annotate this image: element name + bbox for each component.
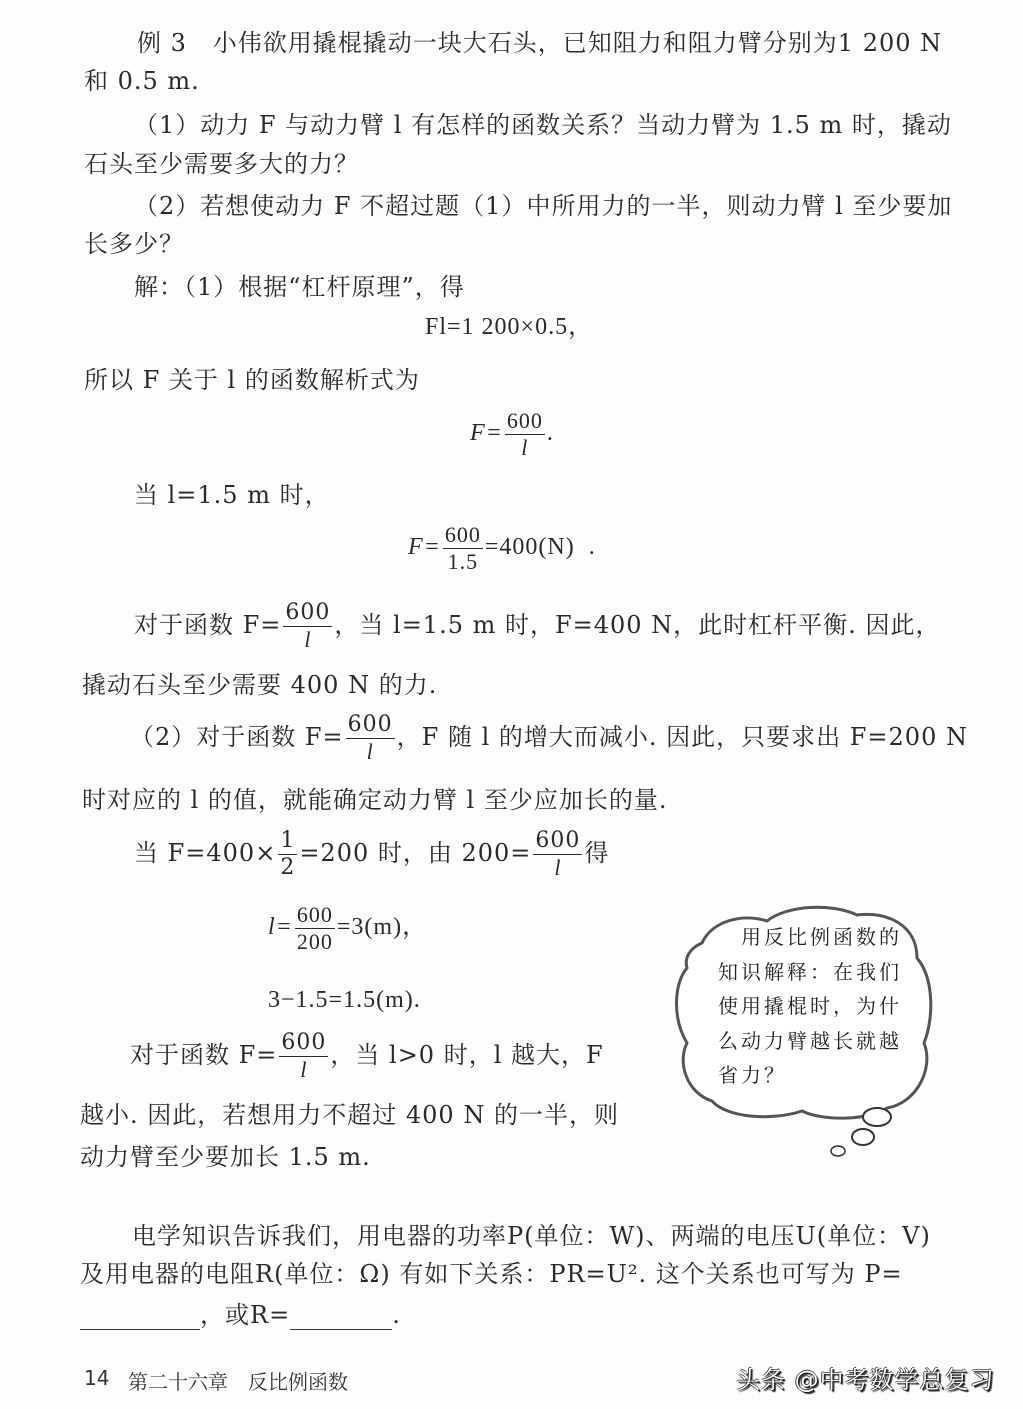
example-stem: 小伟欲用撬棍撬动一块大石头，已知阻力和阻力臂分别为1 200 N <box>212 29 943 57</box>
exercise-line-1: 电学知识告诉我们，用电器的功率P(单位：W)、两端的电压U(单位：V) <box>132 1222 931 1250</box>
question-2-line-1: （2）若想使动力 F 不超过题（1）中所用力的一半，则动力臂 l 至少要加 <box>134 192 953 220</box>
thought-bubble-tail-icon <box>825 1105 895 1160</box>
exercise-line-2: 及用电器的电阻R(单位：Ω) 有如下关系：PR=U². 这个关系也可写为 P= <box>80 1260 903 1288</box>
solution-2-line-2: 时对应的 l 的值，就能确定动力臂 l 至少应加长的量. <box>82 786 668 814</box>
page-number: 14 <box>84 1366 110 1390</box>
equation-5: 3−1.5=1.5(m). <box>268 987 421 1013</box>
solution-2-conclusion-line-3: 动力臂至少要加长 1.5 m. <box>80 1143 371 1171</box>
chapter-title: 第二十六章 反比例函数 <box>128 1370 348 1394</box>
answer-blank-p[interactable] <box>80 1305 200 1330</box>
solution-1-conclusion-line-2: 撬动石头至少需要 400 N 的力. <box>82 671 438 699</box>
solution-2-conclusion-line-2: 越小. 因此，若想用力不超过 400 N 的一半，则 <box>80 1101 619 1129</box>
equation-4: l= $\frac{600}{200}$ =3(m)， <box>268 902 428 954</box>
answer-blank-r[interactable] <box>290 1305 392 1330</box>
equation-3: F= $\frac{600}{1.5}$ =400(N) . <box>408 522 596 574</box>
example-label: 例 3 <box>137 29 187 57</box>
watermark: 头条 @中考数学总复习 <box>736 1366 995 1394</box>
when-l-line: 当 l=1.5 m 时， <box>134 481 330 509</box>
solution-2-line-1: （2）对于函数 F= $\frac{600}{l}$ ，F 随 l 的增大而减小. 因此，只要求出 F=200 N <box>130 712 968 764</box>
fraction: $\frac{600}{l}$ <box>506 408 543 460</box>
question-1-line-2: 石头至少需要多大的力？ <box>84 150 359 178</box>
equation-2: F= $\frac{600}{l}$ . <box>470 408 554 460</box>
exercise-line-3: ，或R= . <box>80 1300 401 1330</box>
equation-1: Fl=1 200×0.5， <box>425 314 594 340</box>
thought-bubble-text: 用反比例函数的知识解释：在我们使用撬棍时，为什么动力臂越长就越省力？ <box>718 925 902 1087</box>
example-line-1 <box>137 28 942 58</box>
solution-intro: 解：（1）根据“杠杆原理”，得 <box>134 273 465 301</box>
example-line-2: 和 0.5 m. <box>84 67 200 95</box>
solution-1-conclusion-line-1: 对于函数 F= $\frac{600}{l}$ ，当 l=1.5 m 时，F=400 N，此时杠杆平衡. 因此， <box>134 600 941 652</box>
solution-2-when: 当 F=400× $\frac{1}{2}$ =200 时，由 200= $\frac{600}{l}$ 得 <box>134 828 610 880</box>
question-1-line-1: （1）动力 F 与动力臂 l 有怎样的函数关系？当动力臂为 1.5 m 时，撬动 <box>134 111 952 139</box>
solution-so: 所以 F 关于 l 的函数解析式为 <box>84 366 420 394</box>
question-2-line-2: 长多少？ <box>84 230 184 258</box>
solution-2-conclusion-line-1: 对于函数 F= $\frac{600}{l}$ ，当 l>0 时，l 越大，F <box>130 1030 604 1082</box>
